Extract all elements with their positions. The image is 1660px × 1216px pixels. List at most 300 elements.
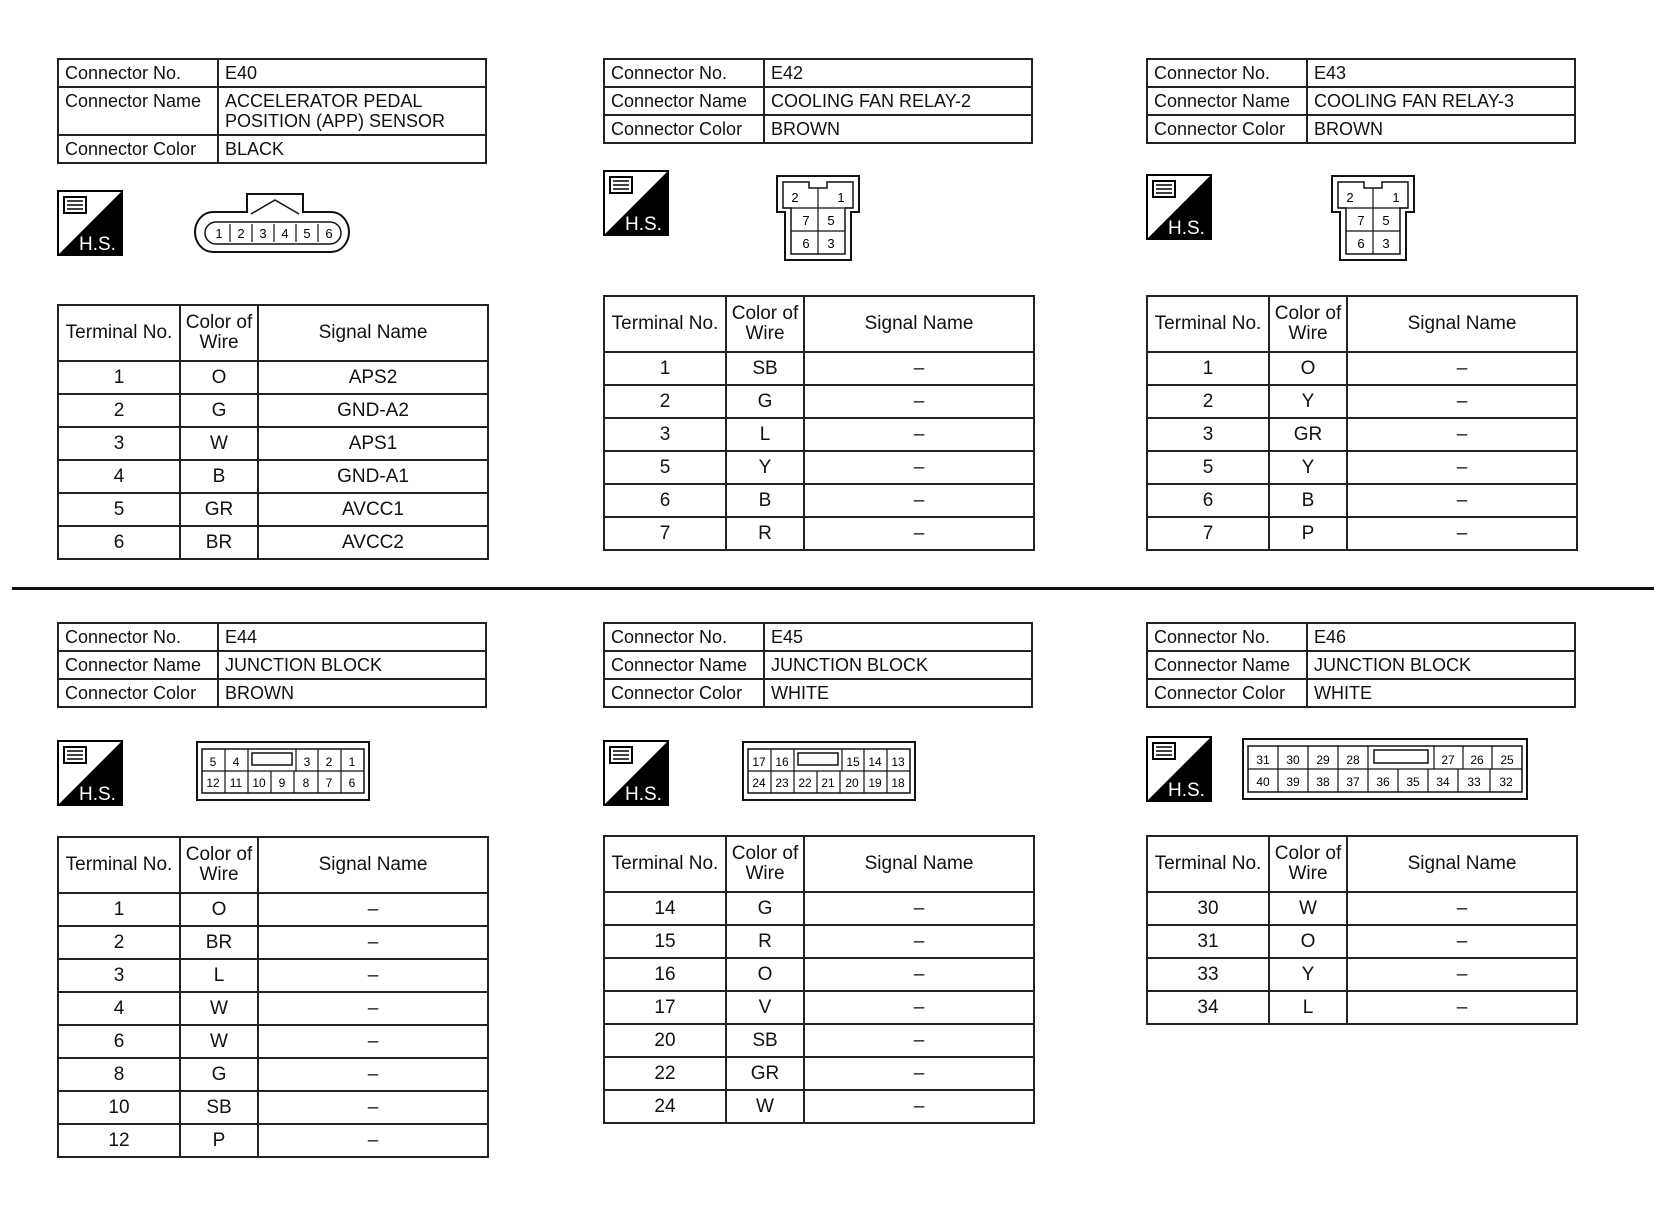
signal-name-cell: – [258,1025,488,1058]
wire-color-cell: SB [180,1091,258,1124]
signal-name-header: Signal Name [258,305,488,361]
connector-color-value: BROWN [764,115,1032,143]
connector-block-e40 [57,58,489,560]
pin-label: 23 [775,776,789,790]
terminal-no-cell: 3 [604,418,726,451]
wire-color-cell: Y [726,451,804,484]
signal-name-cell: – [258,992,488,1025]
connector-e43-face-icon [1330,174,1416,262]
signal-name-cell: – [258,1058,488,1091]
pin-label: 2 [325,755,333,769]
signal-name-cell: – [1347,517,1577,550]
terminal-no-cell: 20 [604,1024,726,1057]
pin-label: 6 [348,776,356,790]
terminal-table [57,836,489,1158]
connector-block-e45 [603,622,1035,1124]
table-row [58,427,488,460]
terminal-no-cell: 2 [604,385,726,418]
wire-color-cell: G [180,394,258,427]
connector-name-value: COOLING FAN RELAY-2 [764,87,1032,115]
connector-block-e42 [603,58,1035,551]
pin-label: 33 [1467,775,1481,789]
connector-block-e46 [1146,622,1578,1025]
pin-label: 37 [1346,775,1360,789]
header-line: Wire [745,323,785,344]
signal-name-header: Signal Name [258,837,488,893]
signal-name-cell: – [258,959,488,992]
terminal-no-cell: 1 [58,361,180,394]
terminal-no-cell: 2 [58,394,180,427]
wire-color-cell: B [1269,484,1347,517]
connector-name-label: Connector Name [1147,87,1307,115]
pin-label: 6 [802,236,810,251]
pin-label: 10 [252,776,266,790]
table-row [1147,892,1577,925]
connector-color-value: BLACK [218,135,486,163]
connector-color-value: WHITE [764,679,1032,707]
connector-e46-face-icon [1242,738,1528,800]
wire-color-cell: P [1269,517,1347,550]
pin-label: 18 [891,776,905,790]
harness-side-icon [603,170,669,236]
signal-name-cell: – [804,1090,1034,1123]
terminal-no-cell: 31 [1147,925,1269,958]
wire-color-cell: W [180,1025,258,1058]
table-row [58,1058,488,1091]
terminal-no-header: Terminal No. [1147,296,1269,352]
terminal-no-cell: 1 [604,352,726,385]
wire-color-cell: Y [1269,451,1347,484]
wire-color-cell: L [726,418,804,451]
diagram-row [603,708,1035,835]
pin-label: 14 [868,755,882,769]
table-row [1147,958,1577,991]
connector-color-label: Connector Color [58,679,218,707]
pin-label: 5 [1382,213,1390,228]
wire-color-cell: GR [180,493,258,526]
signal-name-cell: – [1347,352,1577,385]
pin-label: 7 [1357,213,1365,228]
table-row [604,925,1034,958]
signal-name-header: Signal Name [1347,296,1577,352]
header-line: Color of [185,312,253,333]
pin-label: 15 [846,755,860,769]
hs-label: H.S. [79,784,116,805]
signal-name-cell: GND-A2 [258,394,488,427]
color-of-wire-header [726,296,804,352]
pin-label: 27 [1441,753,1455,767]
terminal-no-cell: 33 [1147,958,1269,991]
signal-name-cell: – [804,484,1034,517]
terminal-no-cell: 6 [58,526,180,559]
terminal-table [57,304,489,560]
pin-label: 29 [1316,753,1330,767]
hs-label: H.S. [79,234,116,255]
wire-color-cell: L [1269,991,1347,1024]
wire-color-cell: Y [1269,385,1347,418]
connector-color-label: Connector Color [604,115,764,143]
terminal-no-cell: 24 [604,1090,726,1123]
color-of-wire-header [1269,836,1347,892]
signal-name-cell: – [1347,991,1577,1024]
wire-color-cell: W [180,992,258,1025]
connector-info-table [57,58,487,164]
connector-name-label: Connector Name [604,87,764,115]
wire-color-cell: G [726,385,804,418]
table-row [1147,925,1577,958]
pin-label: 9 [278,776,286,790]
signal-name-cell: – [1347,418,1577,451]
connector-no-value: E40 [218,59,486,87]
pin-label: 8 [302,776,310,790]
diagram-row [1146,708,1578,835]
connector-e44-face-icon [196,741,370,801]
connector-no-label: Connector No. [604,59,764,87]
table-row [58,1025,488,1058]
table-row [58,893,488,926]
pin-label: 5 [209,755,217,769]
harness-side-icon [57,740,123,806]
wire-color-cell: O [1269,352,1347,385]
wire-color-cell: GR [1269,418,1347,451]
pin-label: 22 [798,776,812,790]
table-row [604,352,1034,385]
pin-label: 39 [1286,775,1300,789]
signal-name-cell: APS1 [258,427,488,460]
terminal-no-header: Terminal No. [58,837,180,893]
terminal-no-cell: 8 [58,1058,180,1091]
header-line: Color of [731,843,799,864]
pin-label: 17 [752,755,766,769]
connector-info-table [57,622,487,708]
terminal-no-cell: 30 [1147,892,1269,925]
pin-label: 32 [1499,775,1513,789]
header-line: Wire [199,332,239,353]
terminal-no-cell: 12 [58,1124,180,1157]
pin-label: 28 [1346,753,1360,767]
wire-color-cell: GR [726,1057,804,1090]
hs-label: H.S. [625,214,662,235]
header-line: Wire [1288,863,1328,884]
signal-name-cell: – [1347,451,1577,484]
terminal-no-cell: 3 [1147,418,1269,451]
terminal-table [603,835,1035,1124]
pin-label: 31 [1256,753,1270,767]
header-line: Color of [185,844,253,865]
table-row [604,991,1034,1024]
pin-label: 11 [229,776,243,790]
table-row [58,926,488,959]
pin-label: 21 [821,776,835,790]
signal-name-cell: APS2 [258,361,488,394]
header-line: Color of [1274,843,1342,864]
signal-name-header: Signal Name [804,836,1034,892]
wire-color-cell: R [726,517,804,550]
harness-side-icon [1146,174,1212,240]
pin-label: 3 [303,755,311,769]
signal-name-cell: – [258,893,488,926]
terminal-no-cell: 3 [58,959,180,992]
pin-label: 4 [232,755,240,769]
terminal-no-cell: 5 [58,493,180,526]
pin-label: 6 [325,226,333,241]
signal-name-cell: – [804,991,1034,1024]
wire-color-cell: Y [1269,958,1347,991]
connector-no-value: E45 [764,623,1032,651]
terminal-no-cell: 34 [1147,991,1269,1024]
terminal-no-cell: 3 [58,427,180,460]
pin-label: 1 [215,226,223,241]
pin-label: 34 [1436,775,1450,789]
pin-label: 5 [303,226,311,241]
connector-name-value: COOLING FAN RELAY-3 [1307,87,1575,115]
wire-color-cell: O [180,893,258,926]
pin-label: 2 [791,190,799,205]
signal-name-cell: – [804,892,1034,925]
terminal-table [1146,835,1578,1025]
terminal-table [1146,295,1578,551]
connector-e42-face-icon [775,174,861,262]
pin-label: 40 [1256,775,1270,789]
table-row [58,992,488,1025]
connector-name-value: JUNCTION BLOCK [1307,651,1575,679]
signal-name-cell: – [804,958,1034,991]
terminal-no-cell: 10 [58,1091,180,1124]
wire-color-cell: W [180,427,258,460]
signal-name-cell: – [804,1024,1034,1057]
connector-name-value: JUNCTION BLOCK [218,651,486,679]
table-row [1147,418,1577,451]
connector-no-value: E43 [1307,59,1575,87]
signal-name-cell: – [258,1091,488,1124]
signal-name-cell: AVCC1 [258,493,488,526]
terminal-no-cell: 7 [1147,517,1269,550]
connector-e40-face-icon [193,192,353,256]
terminal-no-cell: 7 [604,517,726,550]
wire-color-cell: O [1269,925,1347,958]
terminal-no-cell: 1 [1147,352,1269,385]
pin-label: 5 [827,213,835,228]
signal-name-header: Signal Name [804,296,1034,352]
terminal-no-cell: 5 [1147,451,1269,484]
wire-color-cell: W [1269,892,1347,925]
pin-label: 7 [325,776,333,790]
wire-color-cell: L [180,959,258,992]
diagram-row [603,144,1035,295]
terminal-no-cell: 16 [604,958,726,991]
pin-label: 12 [206,776,220,790]
pin-label: 4 [281,226,289,241]
terminal-no-cell: 5 [604,451,726,484]
wire-color-cell: P [180,1124,258,1157]
connector-info-table [603,58,1033,144]
pin-label: 1 [837,190,845,205]
signal-name-cell: AVCC2 [258,526,488,559]
connector-color-label: Connector Color [1147,115,1307,143]
signal-name-cell: – [804,925,1034,958]
connector-no-label: Connector No. [604,623,764,651]
pin-label: 25 [1500,753,1514,767]
wire-color-cell: SB [726,352,804,385]
pin-label: 2 [237,226,245,241]
signal-name-cell: – [1347,925,1577,958]
signal-name-cell: – [804,451,1034,484]
terminal-no-cell: 1 [58,893,180,926]
table-row [604,958,1034,991]
hs-label: H.S. [1168,780,1205,801]
table-row [1147,352,1577,385]
header-line: Wire [199,864,239,885]
pin-label: 38 [1316,775,1330,789]
pin-label: 3 [827,236,835,251]
table-row [58,959,488,992]
table-row [604,517,1034,550]
terminal-table [603,295,1035,551]
signal-name-cell: – [258,926,488,959]
signal-name-cell: – [804,1057,1034,1090]
connector-info-table [1146,622,1576,708]
header-line: Wire [745,863,785,884]
wire-color-cell: BR [180,526,258,559]
terminal-no-cell: 2 [58,926,180,959]
connector-block-e43 [1146,58,1578,551]
connector-color-label: Connector Color [604,679,764,707]
connector-name-label: Connector Name [1147,651,1307,679]
terminal-no-cell: 6 [604,484,726,517]
connector-info-table [603,622,1033,708]
pin-label: 16 [775,755,789,769]
table-row [58,1124,488,1157]
wire-color-cell: O [726,958,804,991]
harness-side-icon [1146,736,1212,802]
connector-no-value: E42 [764,59,1032,87]
table-row [58,460,488,493]
connector-no-value: E46 [1307,623,1575,651]
table-row [604,418,1034,451]
table-row [58,394,488,427]
connector-name-value [218,87,486,135]
diagram-row [57,708,489,836]
wire-color-cell: R [726,925,804,958]
terminal-no-header: Terminal No. [604,296,726,352]
color-of-wire-header [1269,296,1347,352]
table-row [604,1090,1034,1123]
connector-color-value: BROWN [1307,115,1575,143]
connector-name-value: JUNCTION BLOCK [764,651,1032,679]
color-of-wire-header [180,837,258,893]
signal-name-cell: – [1347,958,1577,991]
connector-color-value: WHITE [1307,679,1575,707]
table-row [1147,451,1577,484]
pin-label: 2 [1346,190,1354,205]
signal-name-cell: – [804,385,1034,418]
signal-name-cell: – [1347,484,1577,517]
wire-color-cell: SB [726,1024,804,1057]
terminal-no-header: Terminal No. [604,836,726,892]
terminal-no-cell: 15 [604,925,726,958]
table-row [58,526,488,559]
pin-label: 26 [1470,753,1484,767]
pin-label: 13 [891,755,905,769]
signal-name-cell: – [1347,385,1577,418]
harness-side-icon [57,190,123,256]
color-of-wire-header [726,836,804,892]
connector-color-label: Connector Color [1147,679,1307,707]
pin-label: 1 [348,755,356,769]
wire-color-cell: B [726,484,804,517]
connector-color-label: Connector Color [58,135,218,163]
connector-no-value: E44 [218,623,486,651]
table-row [58,1091,488,1124]
terminal-no-cell: 6 [58,1025,180,1058]
terminal-no-cell: 17 [604,991,726,1024]
pin-label: 6 [1357,236,1365,251]
signal-name-cell: – [258,1124,488,1157]
wire-color-cell: W [726,1090,804,1123]
table-row [604,451,1034,484]
color-of-wire-header [180,305,258,361]
connector-no-label: Connector No. [58,59,218,87]
connector-e45-face-icon [742,741,916,801]
terminal-no-cell: 22 [604,1057,726,1090]
table-row [1147,484,1577,517]
table-row [1147,517,1577,550]
connector-name-label: Connector Name [58,87,218,135]
signal-name-cell: – [1347,892,1577,925]
connector-info-table [1146,58,1576,144]
table-row [604,484,1034,517]
pin-label: 3 [259,226,267,241]
header-line: Color of [731,303,799,324]
signal-name-cell: GND-A1 [258,460,488,493]
pin-label: 30 [1286,753,1300,767]
diagram-row [57,164,489,304]
pin-label: 1 [1392,190,1400,205]
terminal-no-cell: 14 [604,892,726,925]
header-line: Wire [1288,323,1328,344]
connector-block-e44 [57,622,489,1158]
wire-color-cell: BR [180,926,258,959]
pin-label: 7 [802,213,810,228]
table-row [604,385,1034,418]
connector-no-label: Connector No. [1147,59,1307,87]
pin-label: 3 [1382,236,1390,251]
table-row [604,1057,1034,1090]
table-row [58,493,488,526]
signal-name-cell: – [804,352,1034,385]
pin-label: 24 [752,776,766,790]
terminal-no-header: Terminal No. [58,305,180,361]
table-row [604,892,1034,925]
terminal-no-cell: 6 [1147,484,1269,517]
harness-side-icon [603,740,669,806]
signal-name-cell: – [804,418,1034,451]
connector-color-value: BROWN [218,679,486,707]
signal-name-header: Signal Name [1347,836,1577,892]
pin-label: 19 [868,776,882,790]
connector-name-label: Connector Name [58,651,218,679]
terminal-no-cell: 4 [58,992,180,1025]
wire-color-cell: O [180,361,258,394]
diagram-row [1146,144,1578,295]
section-divider [12,587,1654,590]
table-row [58,361,488,394]
terminal-no-cell: 2 [1147,385,1269,418]
table-row [1147,991,1577,1024]
terminal-no-header: Terminal No. [1147,836,1269,892]
hs-label: H.S. [1168,218,1205,239]
wire-color-cell: V [726,991,804,1024]
